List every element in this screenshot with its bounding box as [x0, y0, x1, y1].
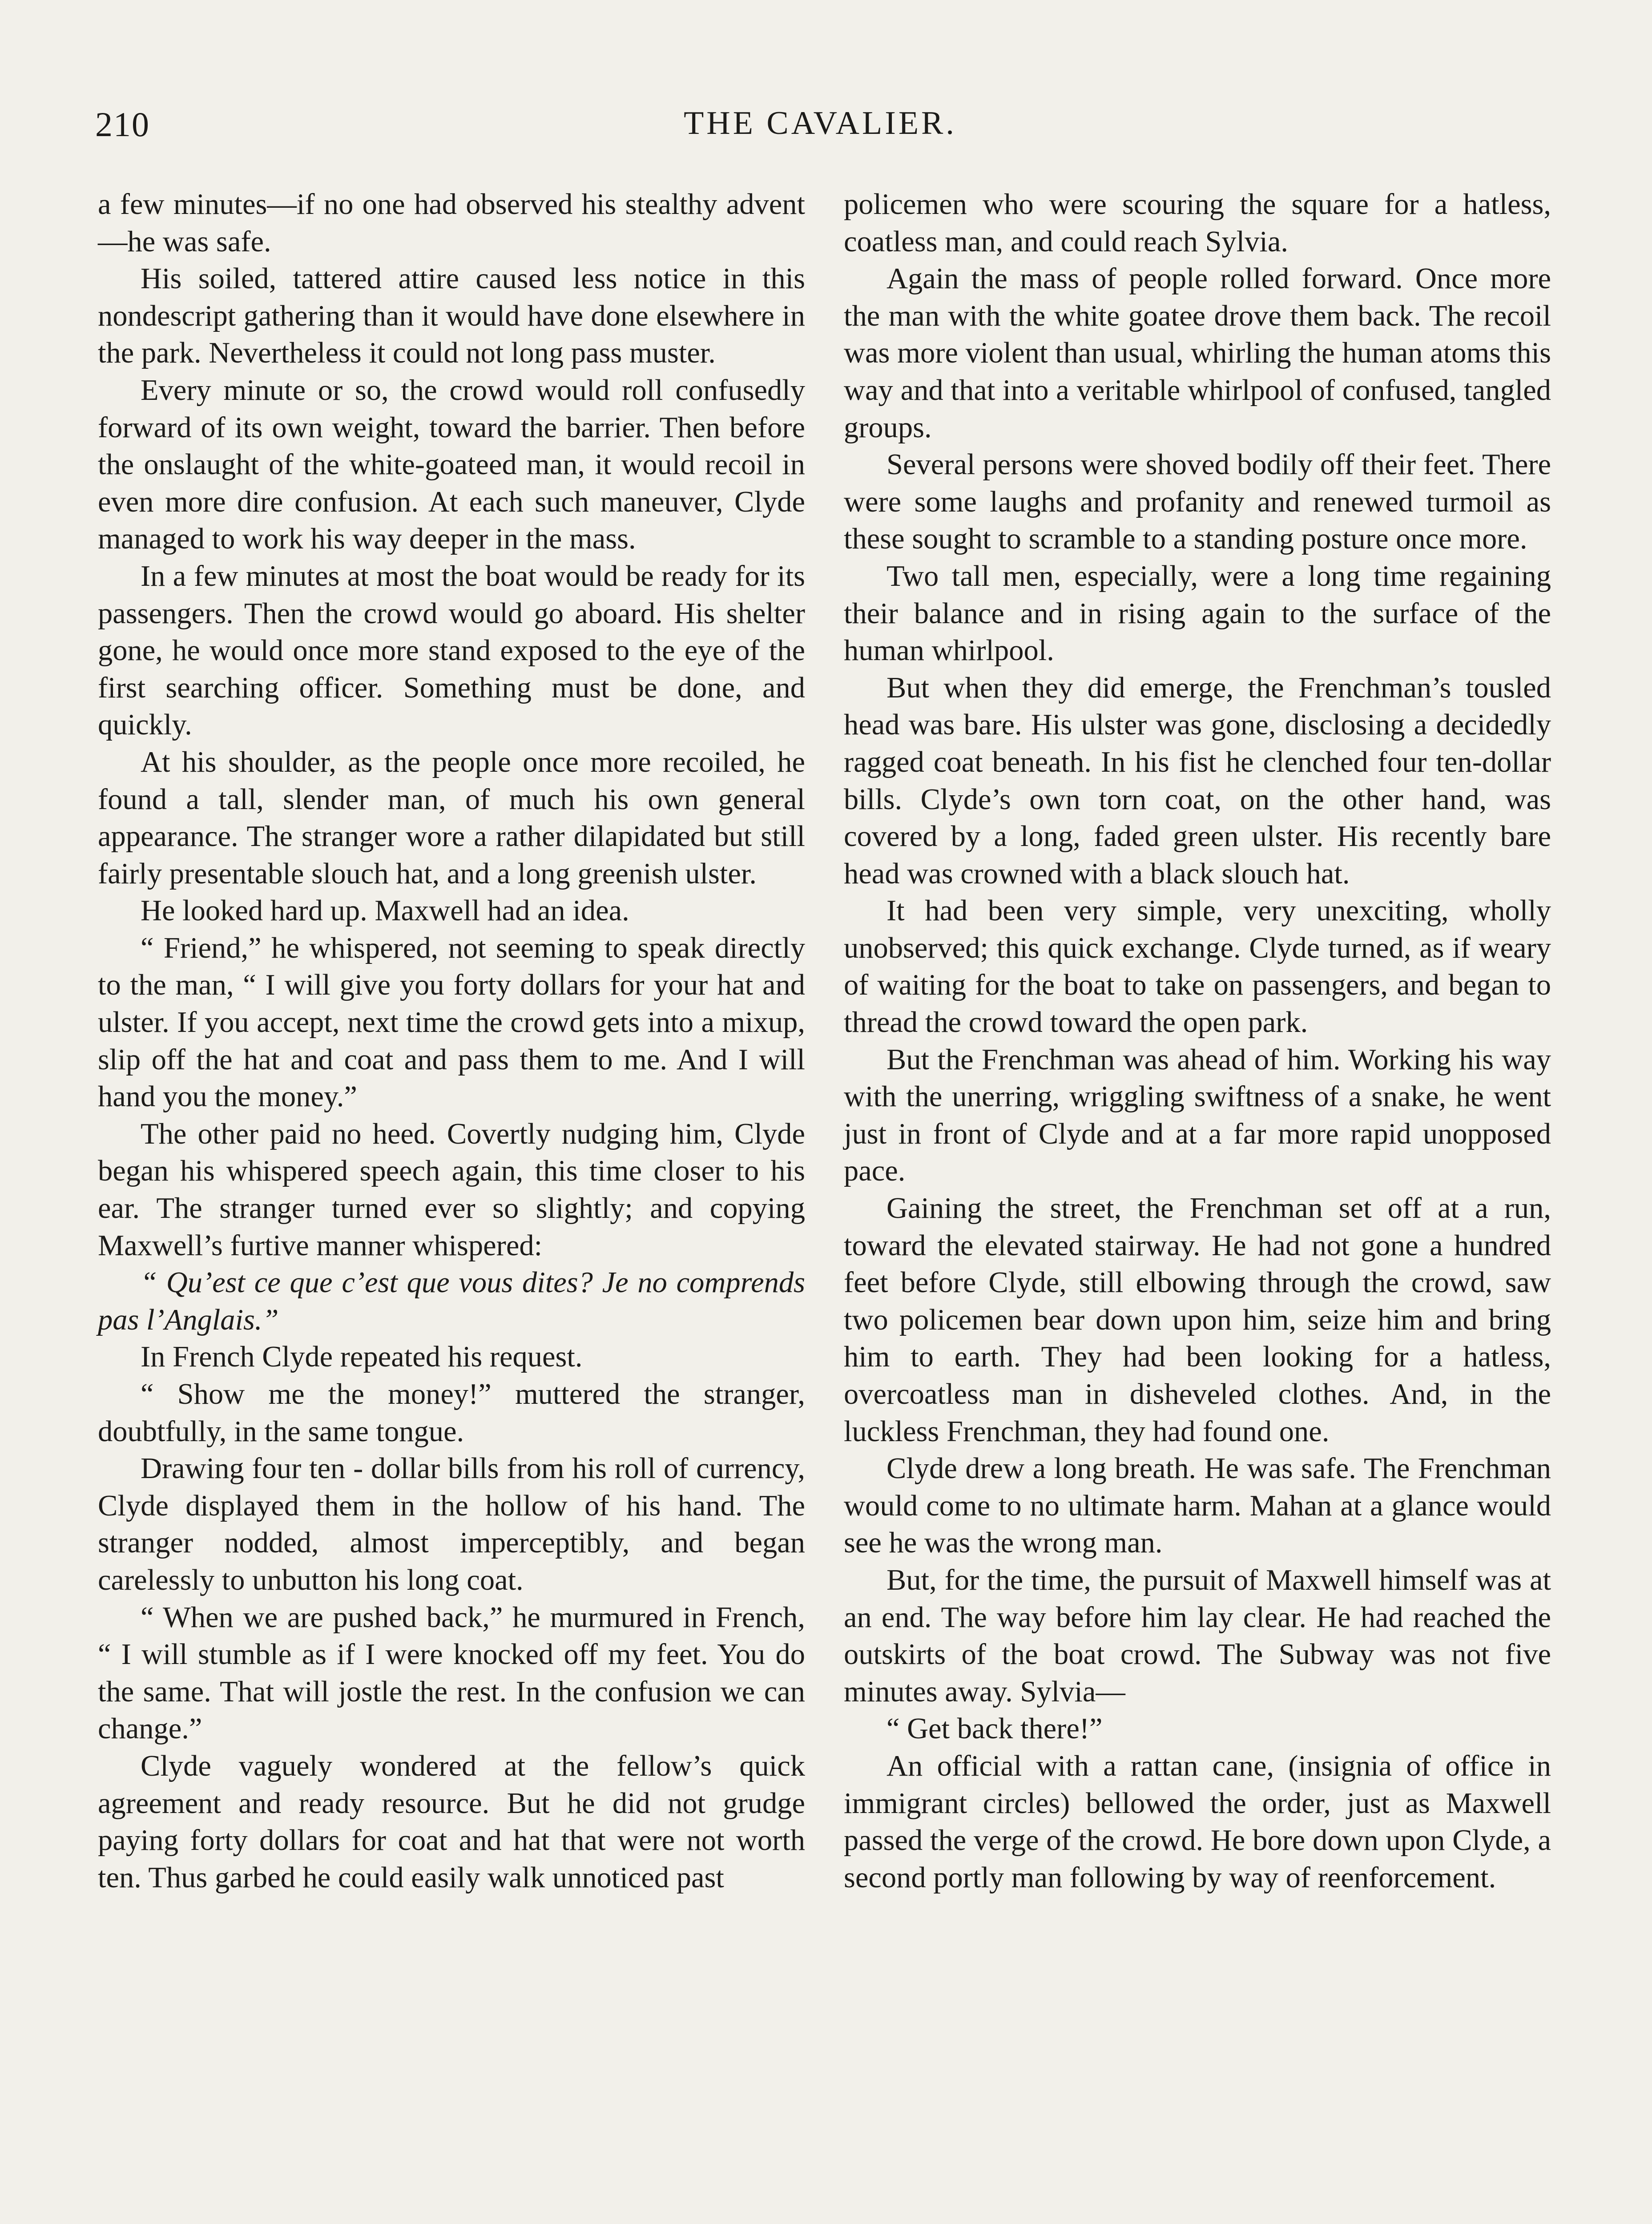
left-text-column: [98, 186, 805, 1896]
paragraph: Gaining the street, the Frenchman set off at a run, toward the elevated stairway. He had not gone a hundred feet before Clyde, still elbowing through the crowd, saw two policemen bear down upon him, seize him and bring him to earth. They had been looking for a hatless, overcoatless man in disheveled clothes. And, in the luckless Frenchman, they had found one.: [844, 1192, 1551, 1448]
page-number: 210: [95, 105, 150, 144]
paragraph: “ When we are pushed back,” he murmured in French, “ I will stumble as if I were knocked off my feet. You do the same. That will jostle the rest. In the confusion we can change.”: [98, 1601, 805, 1745]
paragraph: “ Qu’est ce que c’est que vous dites? Je no comprends pas l’Anglais.”: [98, 1266, 805, 1336]
paragraph: The other paid no heed. Covertly nudging him, Clyde began his whispered speech again, this time closer to his ear. The stranger turned ever so slightly; and copying Maxwell’s furtive manner whispered:: [98, 1117, 805, 1262]
paragraph: But when they did emerge, the Frenchman’s tousled head was bare. His ulster was gone, disclosing a decidedly ragged coat beneath. In his fist he clenched four ten-dollar bills. Clyde’s own torn coat, on the other hand, was covered by a long, faded green ulster. His recently bare head was crowned with a black slouch hat.: [844, 671, 1551, 890]
paragraph: a few minutes—if no one had observed his stealthy advent—he was safe.: [98, 188, 805, 258]
paragraph: “ Friend,” he whispered, not seeming to speak directly to the man, “ I will give you forty dollars for your hat and ulster. If you accept, next time the crowd gets into a mixup, slip off the hat and coat and pass them to me. And I will hand you the money.”: [98, 931, 805, 1113]
paragraph: Clyde drew a long breath. He was safe. The Frenchman would come to no ultimate harm. Mahan at a glance would see he was the wrong man.: [844, 1452, 1551, 1559]
paragraph: In French Clyde repeated his request.: [141, 1341, 583, 1374]
paragraph: “ Show me the money!” muttered the stranger, doubtfully, in the same tongue.: [98, 1378, 805, 1448]
page-header: [95, 100, 1545, 167]
paragraph: Two tall men, especially, were a long time regaining their balance and in rising again to the surface of the human whirlpool.: [844, 560, 1551, 667]
paragraph: Clyde vaguely wondered at the fellow’s quick agreement and ready resource. But he did not grudge paying forty dollars for coat and hat that were not worth ten. Thus garbed he could easily walk unnoticed past: [98, 1749, 805, 1894]
paragraph: His soiled, tattered attire caused less notice in this nondescript gathering than it would have done elsewhere in the park. Nevertheless it could not long pass muster.: [98, 262, 805, 370]
paragraph: Again the mass of people rolled forward. Once more the man with the white goatee drove them back. The recoil was more violent than usual, whirling the human atoms this way and that into a veritable whirlpool of confused, tangled groups.: [844, 262, 1551, 444]
paragraph: But, for the time, the pursuit of Maxwell himself was at an end. The way before him lay clear. He had reached the outskirts of the boat crowd. The Subway was not five minutes away. Sylvia—: [844, 1563, 1551, 1708]
paragraph: Drawing four ten - dollar bills from his roll of currency, Clyde displayed them in the hollow of his hand. The stranger nodded, almost imperceptibly, and began carelessly to unbutton his long coat.: [98, 1452, 805, 1596]
right-text-column: [844, 186, 1551, 1896]
paragraph: It had been very simple, very unexciting, wholly unobserved; this quick exchange. Clyde turned, as if weary of waiting for the boat to take on passengers, and began to thread the crowd toward the open park.: [844, 894, 1551, 1039]
paragraph: Several persons were shoved bodily off their feet. There were some laughs and profanity and renewed turmoil as these sought to scramble to a standing posture once more.: [844, 448, 1551, 556]
paragraph: He looked hard up. Maxwell had an idea.: [141, 894, 629, 927]
paragraph: Every minute or so, the crowd would roll confusedly forward of its own weight, toward the barrier. Then before the onslaught of the white-goateed man, it would recoil in even more dire confusion. At each such maneuver, Clyde managed to work his way deeper in the mass.: [98, 374, 805, 556]
running-title: THE CAVALIER.: [684, 105, 957, 141]
paragraph: “ Get back there!”: [886, 1712, 1103, 1745]
paragraph: But the Frenchman was ahead of him. Working his way with the unerring, wriggling swiftness of a snake, he went just in front of Clyde and at a far more rapid unopposed pace.: [844, 1043, 1551, 1188]
paragraph: At his shoulder, as the people once more recoiled, he found a tall, slender man, of much his own general appearance. The stranger wore a rather dilapidated but still fairly presentable slouch hat, and a long greenish ulster.: [98, 745, 805, 890]
paragraph: In a few minutes at most the boat would be ready for its passengers. Then the crowd would go aboard. His shelter gone, he would once more stand exposed to the eye of the first searching officer. Something must be done, and quickly.: [98, 560, 805, 741]
paragraph: policemen who were scouring the square for a hatless, coatless man, and could reach Sylvia.: [844, 188, 1551, 258]
paragraph: An official with a rattan cane, (insignia of office in immigrant circles) bellowed the order, just as Maxwell passed the verge of the crowd. He bore down upon Clyde, a second portly man following by way of reenforcement.: [844, 1749, 1551, 1894]
